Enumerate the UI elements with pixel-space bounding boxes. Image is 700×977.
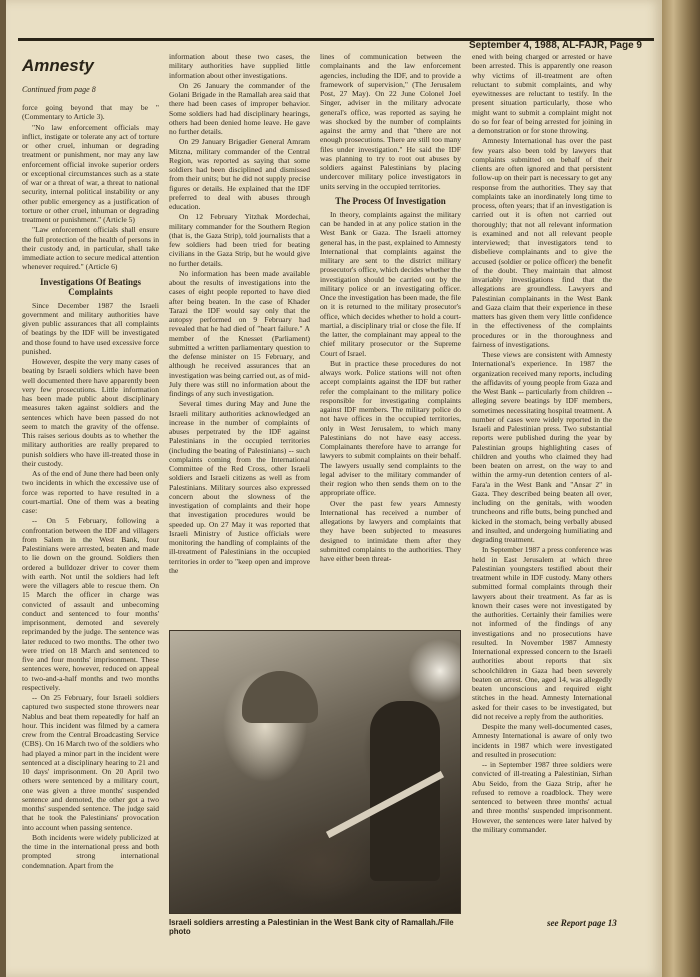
paragraph: -- in September 1987 three soldiers were convicted of ill-treating a Palestinian, Sirhan Abu Seido, from the Gaza Strip, after he refused to remove a roadblock. They were sentenced to between three months' actual and three months' suspended imprisonment. However, the sentences were later halved by the military commander. [472,760,612,834]
paragraph: ened with being charged or arrested or have been arrested. This is apparently one reason why victims of ill-treatment are often reluctant to submit complaints, and why eyewitnesses are reluctant to testify. In the present situation particularly, those who might want to submit a complaint might not do so for fear of being arrested for joining in a demonstration or for stone throwing. [472,52,612,135]
paragraph: force going beyond that may be " (Commentary to Article 3). [22,103,159,122]
paragraph: Despite the many well-documented cases, Amnesty International is aware of only two incidents in 1987 which were investigated and resulted in prosecution: [472,722,612,759]
news-photo [169,630,461,914]
paragraph: information about these two cases, the military authorities have supplied little information about other investigations. [169,52,310,80]
paragraph: In September 1987 a press conference was held in East Jerusalem at which three Palestinian youngsters testified about their treatment while in IDF custody. Many others submitted formal complaints through their lawyers about their treatment. As far as is known their cases were not investigated by the authorities. Certainly their families were not informed of the findings of any investigations and no prosecutions have resulted. In November 1987 Amnesty International expressed concern to the Israeli authorities about reports that six schoolchildren in Gaza had been severely beaten on arrest. One, aged 14, was allegedly beaten unconscious and required eight stitches in the head. Amnesty International asked for their cases to be investigated, but did not receive a reply from the authorities. [472,545,612,721]
paragraph: lines of communication between the complainants and the law enforcement agencies, including the IDF, and to provide a framework of supervision," (The Jerusalem Post, 27 May). On 22 June Colonel Joel Singer, adviser in the military advocate general's office, was reported as saying he was shocked by the number of complaints against the army and that "there are not enough prosecutions. There are still too many files under investigation." He said the IDF was planning to try to root out abuses by soldiers against Palestinians by placing undercover military police investigators in units serving in the occupied territories. [320,52,461,191]
article-headline: Amnesty [22,56,94,75]
paragraph: However, despite the very many cases of beating by Israeli soldiers which have been well documented there have apparently been very few prosecutions. Little information has been made public about disciplinary measures taken against soldiers and the sentences which have been passed do not seem to match the gravity of the offense. This raises serious doubts as to whether the military authorities are really prepared to punish soldiers who have ill-treated those in their custody. [22,357,159,468]
paragraph: In theory, complaints against the military can be handed in at any police station in the West Bank or Gaza. The Israeli attorney general has, in the past, explained to Amnesty International that complaints against the military are sent to the district military prosecutor's office, which decides whether the investigation should be carried out by the military police or an investigating officer. Once the investigation has been made, the file on it is returned to the military prosecutor's office, which decides whether to hold a court-martial, a disciplinary trial or close the file. If the latter, the complainant may appeal to the chief military prosecutor or the Supreme Court of Israel. [320,209,461,358]
soldier-helmet-shape [242,671,318,723]
section-heading: The Process Of Investigation [335,195,446,206]
paragraph: But in practice these procedures do not always work. Police stations will not often accept complaints against the IDF but rather refer the complainant to the military police responsible for investigating complaints against IDF members. The military police do not have offices in the occupied territories, only in West Jerusalem, to which many Palestinians do not have easy access. Complainants therefore have to arrange for lawyers to submit complaints on their behalf. The lawyers usually send complaints to the legal adviser to the military commander of their region who then sends them on to the appropriate office. [320,358,461,498]
paragraph: -- On 5 February, following a confrontation between the IDF and villagers from Salem in the West Bank, four Palestinians were arrested, beaten and made to lie down on the ground. Soldiers then ordered a bulldozer driver to cover them with earth. Not until the soldiers had left were the villagers able to rescue them. On 15 March the officer in charge was convicted of assault and unbecoming conduct and sentenced to four months' imprisonment, demoted and severely reprimanded by the judge. The sentence was later reduced to two months. The other two were tried on 18 March and sentenced to five and four months' imprisonment. These sentences were, however, reduced on appeal to two-and-a-half months and two months respectively. [22,516,159,692]
paragraph: Since December 1987 the Israeli government and military authorities have given public assurances that all complaints of beatings by the IDF will be investigated and those found to have used excessive force punished. [22,300,159,356]
running-head: September 4, 1988, AL-FAJR, Page 9 [468,40,642,51]
section-heading: Investigations Of Beatings Complaints [39,276,141,297]
paragraph: On 12 February Yitzhak Mordechai, military commander for the Southern Region (that is, the Gaza Strip), told journalists that a few soldiers had been tried for beating civilians in the Gaza Strip, but he would give no further details. [169,212,310,268]
paragraph: No information has been made available about the results of investigations into the cases of eight people reported to have died after being beaten. In the case of Khader Tarazi the IDF would say only that the autopsy performed on 9 February had revealed that he had died of "heart failure." A member of the Knesset (Parliament) submitted a written parliamentary question to the defense minister on 15 February, and although he received assurances that an investigation was being carried out, as of mid-July there was still no information about the findings of any such investigation. [169,268,310,398]
paragraph: On 26 January the commander of the Golani Brigade in the Ramallah area said that there had been cases of improper behavior. Some soldiers had had disciplinary hearings, others had been denied home leave. He gave no further details. [169,80,310,136]
column-1 [22,103,159,928]
paragraph: "Law enforcement officials shall ensure the full protection of the health of persons in their custody and, in particular, shall take immediate action to secure medical attention whenever required." (Article 6) [22,225,159,272]
book-binding [662,0,700,977]
paragraph: Amnesty International has over the past few years also been told by lawyers that complaints submitted on behalf of their clients are often ignored and that persistent follow-up on their part is necessary to get any response from the authorities. They say that complaints take an inordinately long time to process, often years; that if an investigation is carried out it is often not carried out thoroughly; that not all relevant information is examined and not all relevant people interviewed; that investigators tend to disbelieve complainants and to give the accused (soldier or police officer) the benefit of the doubt. They maintain that almost invariably investigations find that the allegations are groundless. Lawyers and Palestinian complainants in the West Bank and Gaza claim that their experience in these matters has given them very little confidence in the effectiveness of the complaints procedures or in the thoroughness and fairness of investigations. [472,136,612,349]
column-3 [320,52,461,622]
paragraph: -- On 25 February, four Israeli soldiers captured two suspected stone throwers near Nablus and beat them repeatedly for half an hour. This incident was filmed by a camera crew from the Central Broadcasting Service (CBS). On 16 March two of the soldiers who had played a minor part in the incident were sentenced at a disciplinary hearing to 21 and 10 days' imprisonment. On 20 April two others were sentenced by a military court, one was given a three months' suspended sentence and demoted, the other got a two months' suspended sentence. The judge said that he took the Palestinians' provocation into account when passing sentence. [22,693,159,832]
paragraph: As of the end of June there had been only two incidents in which the excessive use of force was reported to have resulted in a court-martial. One of them was a beating case: [22,469,159,515]
column-2 [169,52,310,622]
paragraph: Both incidents were widely publicized at the time in the international press and both prompted strong international condemnation. Apart from the [22,832,159,870]
paragraph: "No law enforcement officials may inflict, instigate or tolerate any act of torture or other cruel, inhuman or degrading treatment or punishment, nor may any law enforcement official invoke superior orders or exceptional circumstances such as a state of war or a threat of war, a threat to national security, internal political instability or any other public emergency as a justification of torture or other cruel, inhuman or degrading treatment or punishment." (Article 5) [22,122,159,224]
jump-line: see Report page 13 [547,918,617,928]
newspaper-page [6,0,662,977]
paragraph: Over the past few years Amnesty International has received a number of allegations by lawyers and complaints that they have been subjected to measures designed to intimidate them after they submitted complaints to the authorities. They have either been threat- [320,498,461,563]
paragraph: These views are consistent with Amnesty International's experience. In 1987 the organization received many reports, including the affidavits of young people from Gaza and the West Bank -- particularly from children -- alleging severe beatings by IDF members, sometimes necessitating hospital treatment. A number of cases were widely reported in the Israeli and Palestinian press. Two substantial reports were published during the year by Palestinian groups highlighting cases of children and youths who claimed they had been beaten on arrest, on the way to and within the army-run detention centers of al-Fara'a in the West Bank and "Ansar 2" in Gaza. They described being beaten all over, including on the genitals, with wooden truncheons and rifle butts, being punched and kicked in the stomach, being verbally abused and insulted, and undergoing humiliating and degrading treatment. [472,350,612,544]
continued-note: Continued from page 8 [22,85,96,94]
photo-caption: Israeli soldiers arresting a Palestinian in the West Bank city of Ramallah./File photo [169,918,454,936]
paragraph: Several times during May and June the Israeli military authorities acknowledged an increase in the number of complaints of abuses perpetrated by the IDF against Palestinians in the occupied territories (including the beating of Palestinians) -- such complaints coming from the International Committee of the Red Cross, other Israeli soldiers and Israeli citizens as well as from Palestinians. Military sources also expressed concern about the slowness of the investigation of complaints and their hope that investigation procedures would be speeded up. On 27 May it was reported that Israeli Ministry of Justice officials were monitoring the handling of complaints of the ill-treatment of Palestinians in the occupied territories in order to "keep open and improve the [169,399,310,575]
paragraph: On 29 January Brigadier General Amram Mitzna, military commander of the Central Region, was reported as saying that some soldiers had been disciplined and dismissed from their units; but he did not supply precise figures or details. He explained that the IDF preferred to deal with abuses through education. [169,137,310,211]
column-4 [472,52,612,922]
